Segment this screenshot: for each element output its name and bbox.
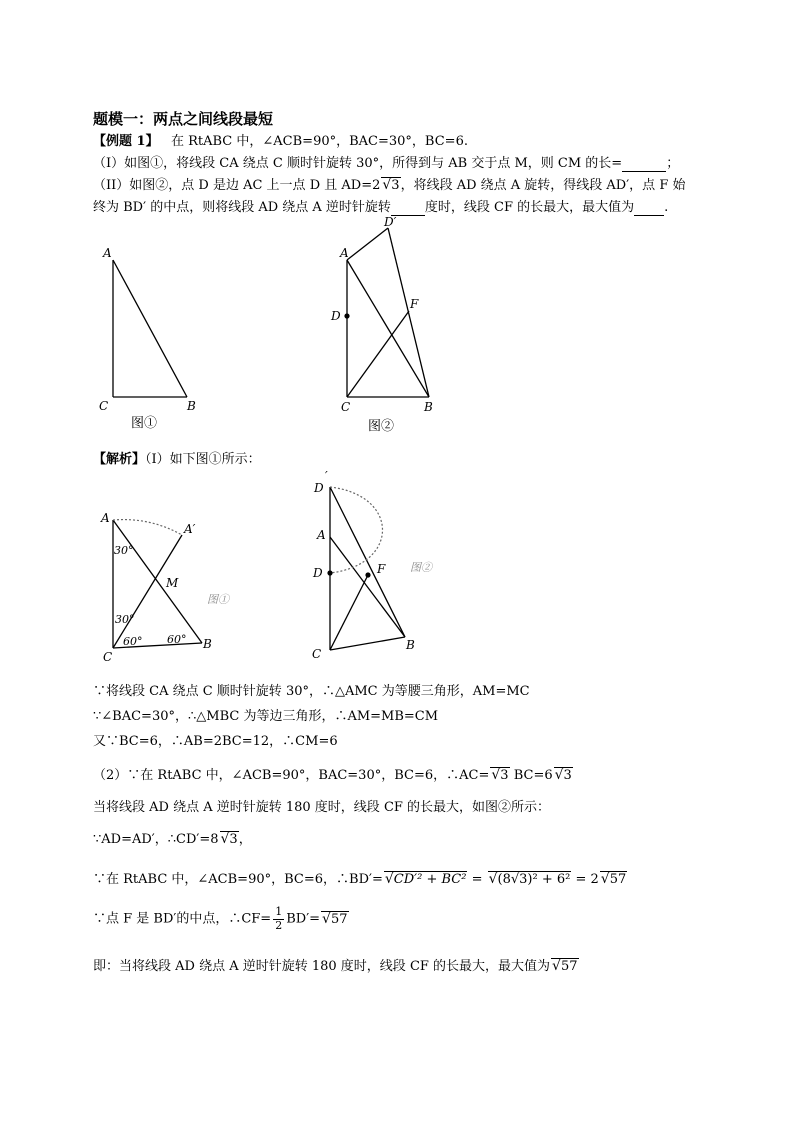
solution-line-3: 又∵BC=6，∴AB=2BC=12，∴CM=6 <box>93 734 338 749</box>
figure-1 <box>95 240 215 440</box>
solution-label: 【解析】 <box>93 452 146 467</box>
label-F: F <box>410 297 419 311</box>
sqrt-3: √3 <box>554 767 572 783</box>
label-B: B <box>424 400 433 414</box>
solution-part-7 <box>93 955 579 974</box>
label-C: C <box>341 400 351 414</box>
example-label: 【例题 1】 <box>93 134 159 149</box>
question-2-text-e: . <box>664 200 669 215</box>
label-B: B <box>406 638 415 652</box>
question-1-end: ； <box>666 156 680 171</box>
label-C: C <box>99 399 109 413</box>
sqrt-radicand: 57 <box>330 911 348 927</box>
part-6-text-b: BD′= <box>286 911 321 927</box>
label-C: C <box>103 650 113 664</box>
label-A-prime: A′ <box>184 522 196 536</box>
label-B: B <box>187 399 196 413</box>
prime-mark: ′ <box>325 469 328 483</box>
part-2-text-a: （2）∵在 RtABC 中，∠ACB=90°，BAC=30°，BC=6，∴AC= <box>93 768 490 783</box>
angle-label: 30° <box>115 613 135 626</box>
sqrt-3: √3 <box>491 767 509 783</box>
solution-part-3: 当将线段 AD 绕点 A 逆时针旋转 180 度时，线段 CF 的长最大，如图②所示： <box>93 800 551 815</box>
solution-figure-1 <box>95 505 265 665</box>
solution-line-2: ∵∠BAC=30°，∴△MBC 为等边三角形，∴AM=MB=CM <box>93 709 439 724</box>
sqrt-3: √3 <box>382 177 400 193</box>
sqrt-3: √3 <box>220 831 238 847</box>
solution-intro-line <box>93 448 261 467</box>
label-A: A <box>103 246 112 260</box>
figure-2 <box>325 215 455 440</box>
sqrt-radicand: CD′² + BC² <box>393 872 467 887</box>
sqrt-radicand: 3 <box>229 832 238 847</box>
answer-blank-2 <box>391 200 425 216</box>
label-M: M <box>166 576 179 590</box>
question-1 <box>93 152 679 172</box>
fraction-denominator: 2 <box>275 918 283 932</box>
part-4-text-b: ， <box>238 832 252 847</box>
solution-figure-1-caption: 图① <box>207 593 229 606</box>
equals: = <box>467 872 487 887</box>
sqrt-radicand: 3 <box>500 768 509 783</box>
fraction-one-half <box>273 906 284 932</box>
sqrt-radicand: (8√3)² + 6² <box>497 872 571 887</box>
part-5-text-a: ∵在 RtABC 中，∠ACB=90°，BC=6，∴BD′= <box>93 872 383 887</box>
label-A: A <box>340 246 349 260</box>
question-1-text: （I）如图①，将线段 CA 绕点 C 顺时针旋转 30°，所得到与 AB 交于点 M，则 CM 的长= <box>93 156 623 171</box>
label-B: B <box>203 637 212 651</box>
label-F: F <box>377 562 386 576</box>
solution-part-6 <box>93 906 349 932</box>
sqrt-radicand: 3 <box>391 178 400 193</box>
solution-part-2 <box>93 764 573 783</box>
figure-1-caption: 图① <box>131 416 158 431</box>
solution-line-1: ∵将线段 CA 绕点 C 顺时针旋转 30°，∴△AMC 为等腰三角形，AM=MC <box>93 684 530 699</box>
sqrt-expression: √CD′² + BC² <box>384 871 467 887</box>
solution-intro: （Ⅰ）如下图①所示： <box>145 452 261 467</box>
label-A: A <box>101 511 110 525</box>
part-4-text-a: ∵AD=AD′，∴CD′=8 <box>93 832 219 847</box>
part-2-text-b: BC=6 <box>513 768 553 783</box>
figure-2-caption: 图② <box>368 419 395 434</box>
label-A: A <box>317 528 326 542</box>
angle-label: 30° <box>114 544 134 557</box>
sqrt-expression: √(8√3)² + 6² <box>488 871 571 887</box>
label-D-prime: D′ <box>384 215 397 229</box>
fraction-numerator: 1 <box>275 905 283 918</box>
example-intro-line <box>93 130 468 149</box>
question-2-text-d: 度时，线段 CF 的长最大，最大值为 <box>424 200 635 215</box>
equals: = 2 <box>571 872 599 887</box>
question-2-text-a: （II）如图②，点 D 是边 AC 上一点 D 且 AD=2 <box>93 178 381 193</box>
solution-part-4 <box>93 828 252 847</box>
label-C: C <box>312 647 322 661</box>
solution-part-5 <box>93 868 627 887</box>
sqrt-radicand: 3 <box>563 768 572 783</box>
label-D-prime: D <box>314 481 324 495</box>
example-intro: 在 RtABC 中，∠ACB=90°，BAC=30°，BC=6. <box>170 134 468 149</box>
question-2-text-b: ，将线段 AD 绕点 A 旋转，得线段 AD′，点 F 始 <box>400 178 686 193</box>
sqrt-57: √57 <box>552 958 578 974</box>
section-title: 题模一：两点之间线段最短 <box>93 110 274 128</box>
label-D: D <box>331 309 341 323</box>
question-2-text-c: 终为 BD′ 的中点，则将线段 AD 绕点 A 逆时针旋转 <box>93 200 391 215</box>
sqrt-radicand: 57 <box>609 872 627 887</box>
part-6-text-a: ∵点 F 是 BD′的中点，∴CF= <box>93 911 272 927</box>
sqrt-57: √57 <box>600 871 627 887</box>
solution-figure-2 <box>305 469 455 665</box>
question-2-line-1 <box>93 174 685 193</box>
answer-blank-3 <box>634 200 664 216</box>
solution-figure-2-caption: 图② <box>410 561 432 574</box>
sqrt-radicand: 57 <box>560 959 578 974</box>
angle-label: 60° <box>167 633 187 646</box>
answer-blank-1 <box>622 156 666 172</box>
angle-label: 60° <box>123 635 143 648</box>
part-7-text: 即：当将线段 AD 绕点 A 逆时针旋转 180 度时，线段 CF 的长最大，最大值为 <box>93 959 551 974</box>
question-2-line-2 <box>93 196 668 216</box>
label-D: D <box>313 566 323 580</box>
sqrt-57: √57 <box>322 910 348 927</box>
